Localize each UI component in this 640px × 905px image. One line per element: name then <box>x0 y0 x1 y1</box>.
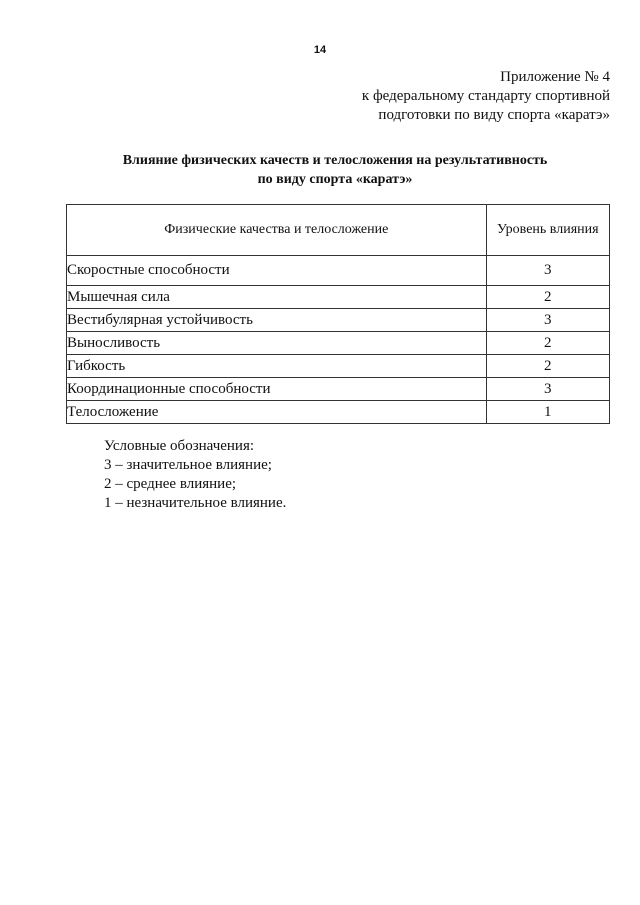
document-title-line-1: Влияние физических качеств и телосложения на результативность <box>122 153 548 168</box>
table-row <box>67 355 610 378</box>
quality-cell: Мышечная сила <box>67 286 487 309</box>
level-cell: 3 <box>486 256 609 286</box>
table-row <box>67 332 610 355</box>
table-row <box>67 378 610 401</box>
document-title-line-2: по виду спорта «каратэ» <box>257 172 413 187</box>
level-cell: 3 <box>486 378 609 401</box>
legend-title: Условные обозначения: <box>104 438 255 454</box>
appendix-standard: к федеральному стандарту спортивной <box>361 88 610 104</box>
table-row <box>67 286 610 309</box>
level-cell: 2 <box>486 355 609 378</box>
header-level: Уровень влияния <box>486 205 609 256</box>
quality-cell: Скоростные способности <box>67 256 487 286</box>
document-title <box>0 151 640 189</box>
level-cell: 3 <box>486 309 609 332</box>
level-cell: 1 <box>486 401 609 424</box>
table-row <box>67 401 610 424</box>
legend-item: 3 – значительное влияние; <box>104 457 272 473</box>
level-cell: 2 <box>486 286 609 309</box>
header-quality: Физические качества и телосложение <box>67 205 487 256</box>
appendix-number: Приложение № 4 <box>500 69 610 85</box>
table-row <box>67 309 610 332</box>
legend-item: 2 – среднее влияние; <box>104 476 237 492</box>
appendix-header <box>362 68 610 125</box>
quality-cell: Вестибулярная устойчивость <box>67 309 487 332</box>
quality-cell: Выносливость <box>67 332 487 355</box>
page-number: 14 <box>313 44 327 56</box>
legend-item: 1 – незначительное влияние. <box>104 495 287 511</box>
quality-cell: Телосложение <box>67 401 487 424</box>
quality-cell: Гибкость <box>67 355 487 378</box>
appendix-sport: подготовки по виду спорта «каратэ» <box>378 107 610 123</box>
legend <box>104 437 286 513</box>
table-header-row <box>67 205 610 256</box>
quality-cell: Координационные способности <box>67 378 487 401</box>
influence-table <box>66 204 610 424</box>
table-row <box>67 256 610 286</box>
level-cell: 2 <box>486 332 609 355</box>
